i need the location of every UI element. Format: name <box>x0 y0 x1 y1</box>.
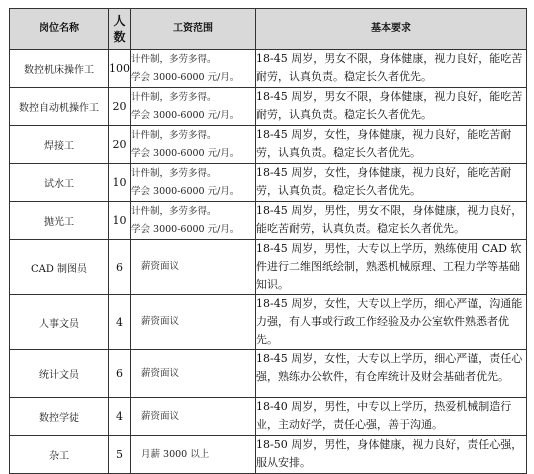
requirements-text: 18-45 周岁，男女不限，身体健康，视力良好，能吃苦耐劳，认真负责。稳定长久者优先。 <box>256 52 523 83</box>
table-header-row <box>10 9 527 50</box>
position-name-cell: CAD 制图员 <box>10 240 109 295</box>
salary-line: 月薪 3000 以上 <box>141 448 210 460</box>
requirements-text: 18-45 周岁，男性，大专以上学历，熟练使用 CAD 软件进行二维图纸绘制，熟悉机械原理、工程力学等基础知识。 <box>256 242 522 291</box>
salary-line: 计件制，多劳多得。 <box>131 129 217 141</box>
requirements-cell <box>256 295 527 350</box>
table-row <box>10 398 527 436</box>
salary-cell <box>131 436 256 474</box>
position-name-cell: 统计文员 <box>10 350 109 398</box>
salary-cell <box>131 88 256 126</box>
header-position-name: 岗位名称 <box>10 9 109 50</box>
salary-line: 薪资面议 <box>141 316 180 327</box>
table-row <box>10 350 527 398</box>
requirements-cell <box>256 436 527 474</box>
requirements-cell <box>256 50 527 88</box>
position-name-cell: 数控自动机操作工 <box>10 88 109 126</box>
requirements-cell <box>256 164 527 202</box>
table-row <box>10 164 527 202</box>
position-name-cell: 人事文员 <box>10 295 109 350</box>
header-headcount-label: 人数 <box>113 14 126 44</box>
salary-line: 学会 3000-6000 元/月。 <box>131 71 240 83</box>
requirements-text: 18-45 周岁，男性，男女不限，身体健康，视力良好，能吃苦耐劳，认真负责。稳定长久者优先。 <box>256 204 523 235</box>
position-name-cell: 抛光工 <box>10 202 109 240</box>
requirements-text: 18-45 周岁，女性，大专以上学历，细心严谨，沟通能力强，有人事或行政工作经验及办公室软件熟悉者优先。 <box>256 297 523 346</box>
salary-line: 计件制，多劳多得。 <box>131 53 217 65</box>
requirements-text: 18-40 周岁，男性，中专以上学历，热爱机械制造行业，主动好学，责任心强，善于沟通。 <box>256 400 512 431</box>
salary-line: 薪资面议 <box>141 261 180 272</box>
table-row <box>10 202 527 240</box>
requirements-text: 18-45 周岁，女性，身体健康，视力良好，能吃苦耐劳，认真负责。稳定长久者优先。 <box>256 128 512 159</box>
table-row <box>10 50 527 88</box>
salary-cell <box>131 398 256 436</box>
salary-line: 学会 3000-6000 元/月。 <box>131 185 240 197</box>
headcount-cell: 10 <box>109 202 131 240</box>
requirements-text: 18-45 周岁，女性，身体健康，视力良好，能吃苦耐劳，认真负责。稳定长久者优先。 <box>256 166 512 197</box>
headcount-cell: 6 <box>109 350 131 398</box>
salary-cell <box>131 50 256 88</box>
salary-line: 计件制，多劳多得。 <box>131 91 217 103</box>
job-rows <box>10 50 527 474</box>
table-row <box>10 88 527 126</box>
requirements-text: 18-45 周岁，男女不限，身体健康，视力良好，能吃苦耐劳，认真负责。稳定长久者优先。 <box>256 90 523 121</box>
salary-line: 学会 3000-6000 元/月。 <box>131 223 240 235</box>
salary-line: 薪资面议 <box>141 367 180 379</box>
header-requirements: 基本要求 <box>256 9 527 50</box>
position-name-cell: 焊接工 <box>10 126 109 164</box>
salary-cell <box>131 164 256 202</box>
header-headcount <box>109 9 131 50</box>
salary-cell <box>131 350 256 398</box>
salary-line: 学会 3000-6000 元/月。 <box>131 109 240 121</box>
salary-cell <box>131 295 256 350</box>
position-name-cell: 数控机床操作工 <box>10 50 109 88</box>
salary-line: 学会 3000-6000 元/月。 <box>131 147 240 159</box>
header-salary-range: 工资范围 <box>131 9 256 50</box>
position-name-cell: 试水工 <box>10 164 109 202</box>
table-row <box>10 240 527 295</box>
table-row <box>10 126 527 164</box>
position-name-cell: 数控学徒 <box>10 398 109 436</box>
position-name-cell: 杂工 <box>10 436 109 474</box>
headcount-cell: 20 <box>109 88 131 126</box>
headcount-cell: 20 <box>109 126 131 164</box>
requirements-text: 18-45 周岁，女性，大专以上学历，细心严谨，责任心强，熟练办公软件，有仓库统计及财会基础者优先。 <box>256 352 523 383</box>
salary-line: 计件制，多劳多得。 <box>131 167 217 179</box>
salary-line: 薪资面议 <box>141 410 180 422</box>
headcount-cell: 4 <box>109 295 131 350</box>
salary-cell <box>131 202 256 240</box>
headcount-cell: 4 <box>109 398 131 436</box>
requirements-text: 18-50 周岁，男性，身体健康，视力良好，责任心强，服从安排。 <box>256 438 523 469</box>
requirements-cell <box>256 240 527 295</box>
salary-line: 计件制，多劳多得。 <box>131 205 217 217</box>
requirements-cell <box>256 88 527 126</box>
table-row <box>10 295 527 350</box>
headcount-cell: 10 <box>109 164 131 202</box>
job-table <box>9 8 527 474</box>
headcount-cell: 6 <box>109 240 131 295</box>
table-row <box>10 436 527 474</box>
requirements-cell <box>256 126 527 164</box>
salary-cell <box>131 240 256 295</box>
requirements-cell <box>256 398 527 436</box>
salary-cell <box>131 126 256 164</box>
headcount-cell: 100 <box>109 50 131 88</box>
requirements-cell <box>256 202 527 240</box>
requirements-cell <box>256 350 527 398</box>
headcount-cell: 5 <box>109 436 131 474</box>
